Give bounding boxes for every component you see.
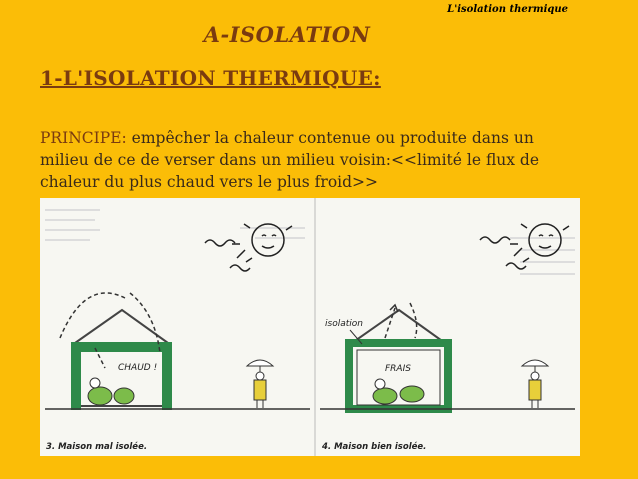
panel-1-heat-rays-icon — [205, 240, 250, 271]
panel-1-caption: 3. Maison mal isolée. — [46, 442, 148, 452]
header-note: L'isolation thermique — [447, 4, 568, 15]
section-heading: 1-L'ISOLATION THERMIQUE: — [40, 66, 381, 90]
page-title: A-ISOLATION — [203, 22, 371, 47]
panel-1-house-label: CHAUD ! — [118, 363, 158, 373]
panel-2-insulation-label: isolation — [325, 319, 363, 329]
panel-1-sun-icon — [232, 224, 292, 262]
panel-2-sun-icon — [510, 224, 569, 262]
panel-2-caption: 4. Maison bien isolée. — [322, 442, 427, 452]
panel-2-people — [373, 379, 424, 404]
panel-2-house — [349, 310, 448, 409]
panel-2-heat-rays-icon — [480, 237, 526, 269]
principle-text: empêcher la chaleur contenue ou produite dans un milieu de ce de verser dans un milieu voisin:<<limité le flux de chaleur du plus chaud vers le plus froid>> — [40, 129, 540, 191]
principle-paragraph — [40, 127, 580, 193]
insulation-illustration — [40, 198, 580, 456]
panel-2-person-umbrella — [522, 360, 548, 408]
panel-1-people — [88, 378, 134, 405]
panel-2-house-label: FRAIS — [385, 364, 411, 374]
panel-2-reflected-arrows — [385, 303, 417, 338]
principle-label: PRINCIPE: — [40, 129, 127, 147]
panel-1-person-umbrella — [247, 360, 273, 408]
